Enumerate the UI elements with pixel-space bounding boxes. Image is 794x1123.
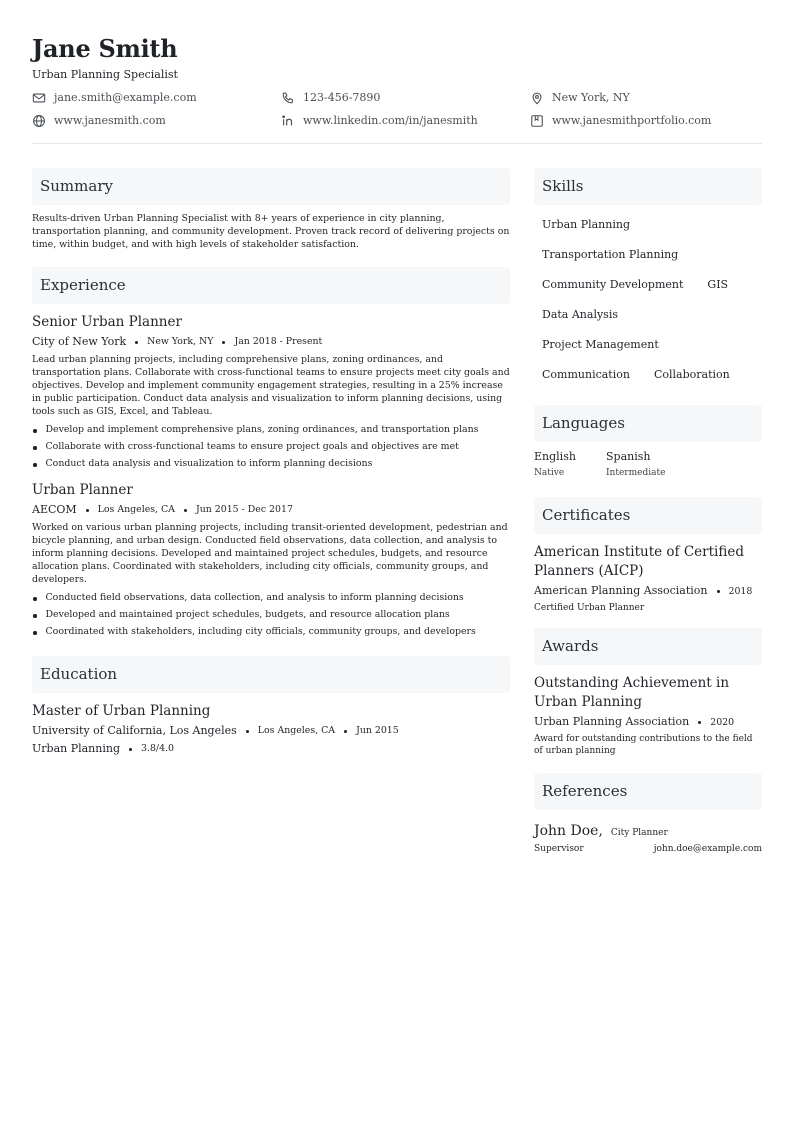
contact-phone-text: 123-456-7890 (303, 91, 381, 104)
job-title: Urban Planner (32, 482, 133, 498)
job-org: City of New York (32, 335, 127, 348)
award-entry (534, 674, 762, 757)
contact-portfolio[interactable] (530, 114, 762, 128)
skill-tag: Collaboration (646, 362, 738, 388)
language-level: Native (534, 468, 565, 478)
job-entry (32, 482, 510, 640)
reference-header (534, 822, 762, 840)
gpa: 3.8/4.0 (141, 743, 174, 754)
job-bullets (32, 421, 510, 472)
separator-dot (246, 730, 249, 733)
contact-linkedin[interactable] (281, 114, 530, 128)
field-of-study: Urban Planning (32, 742, 120, 755)
list-item (32, 421, 510, 438)
job-dates: Jan 2018 - Present (234, 336, 323, 347)
certificate-note: Certified Urban Planner (534, 603, 645, 613)
phone-icon (281, 91, 295, 105)
certificate-meta (534, 584, 762, 598)
skills-list (534, 212, 762, 392)
list-item (32, 589, 510, 606)
education-heading: Education (32, 656, 510, 693)
contact-linkedin-text: www.linkedin.com/in/janesmith (303, 114, 478, 127)
list-item (32, 623, 510, 640)
person-name: Jane Smith (32, 34, 178, 63)
separator-dot (698, 721, 701, 724)
certificate-entry (534, 543, 762, 614)
awards-heading: Awards (534, 628, 762, 665)
contact-portfolio-text: www.janesmithportfolio.com (552, 114, 712, 127)
job-dates: Jun 2015 - Dec 2017 (195, 504, 293, 515)
bullet-icon (33, 446, 37, 450)
list-item-text: Conduct data analysis and visualization to inform planning decisions (45, 458, 373, 469)
job-location: New York, NY (147, 336, 214, 347)
school-location: Los Angeles, CA (257, 725, 336, 736)
reference-email[interactable]: john.doe@example.com (653, 844, 762, 854)
summary-heading: Summary (32, 168, 510, 205)
reference-relation: Supervisor (534, 844, 584, 854)
contact-website-text: www.janesmith.com (54, 114, 166, 127)
experience-heading: Experience (32, 267, 510, 304)
summary-text: Results-driven Urban Planning Specialist with 8+ years of experience in city planning, transportation planning, and community development. Proven track record of delivering projects on time, within budget, and with high levels of stakeholder satisfaction. (32, 213, 510, 250)
separator-dot (86, 509, 89, 512)
list-item (32, 438, 510, 455)
skill-tag: Project Management (534, 332, 667, 358)
contact-location-text: New York, NY (552, 91, 630, 104)
skill-tag: GIS (699, 272, 736, 298)
language-name: English (534, 450, 576, 463)
mail-icon (32, 91, 46, 105)
resume-page (32, 34, 762, 854)
separator-dot (184, 509, 187, 512)
references-heading: References (534, 773, 762, 810)
separator-dot (344, 730, 347, 733)
language-level: Intermediate (606, 468, 666, 478)
list-item-text: Collaborate with cross-functional teams to ensure project goals and objectives are met (45, 441, 459, 452)
main-column (32, 168, 510, 854)
job-description: Worked on various urban planning projects, including transit-oriented development, pedestrian and bicycle planning, and urban design. Conducted field observations, data collection, and analysis to inform planning decisions. Developed and maintained project schedules, budgets, and resource allocation plans. Coordinated with stakeholders, including city officials, community groups, and developers. (32, 522, 508, 585)
education-field-meta (32, 742, 510, 756)
bullet-icon (33, 429, 37, 433)
bullet-icon (33, 597, 37, 601)
contact-website[interactable] (32, 114, 281, 128)
contact-email-text: jane.smith@example.com (54, 91, 197, 104)
side-column (534, 168, 762, 854)
language-item (606, 450, 678, 479)
certificate-org: American Planning Association (534, 584, 708, 597)
header-divider (32, 143, 762, 144)
language-item (534, 450, 606, 479)
certificate-title: American Institute of Certified Planners (AICP) (534, 544, 744, 579)
job-org: AECOM (32, 503, 77, 516)
job-bullets (32, 589, 510, 640)
job-location: Los Angeles, CA (97, 504, 175, 515)
person-title: Urban Planning Specialist (32, 68, 178, 81)
linkedin-icon (281, 114, 295, 128)
bullet-icon (33, 631, 37, 635)
skill-tag: Data Analysis (534, 302, 626, 328)
separator-dot (717, 590, 720, 593)
languages-list (534, 450, 762, 479)
reference-role: City Planner (610, 828, 668, 838)
award-org: Urban Planning Association (534, 715, 690, 728)
language-name: Spanish (606, 450, 651, 463)
reference-entry (534, 822, 762, 854)
education-entry (32, 703, 510, 756)
job-title: Senior Urban Planner (32, 314, 182, 330)
degree-title: Master of Urban Planning (32, 703, 211, 719)
portfolio-icon (530, 114, 544, 128)
skill-tag: Urban Planning (534, 212, 638, 238)
reference-name: John Doe, (534, 823, 603, 839)
separator-dot (129, 748, 132, 751)
certificate-year: 2018 (728, 585, 753, 597)
award-note: Award for outstanding contributions to the field of urban planning (534, 734, 753, 756)
job-description: Lead urban planning projects, including comprehensive plans, zoning ordinances, and transportation plans. Collaborate with cross-functional teams to ensure projects meet city goals and objectives. Develop and implement community engagement strategies, resulting in a 25% increase in public participation. Conduct data analysis and visualization to inform planning decisions, using tools such as GIS, Excel, and Tableau. (32, 354, 510, 417)
list-item-text: Coordinated with stakeholders, including city officials, community groups, and developers (45, 626, 476, 637)
award-title: Outstanding Achievement in Urban Planning (534, 675, 730, 710)
school-name: University of California, Los Angeles (32, 724, 237, 737)
skill-tag: Communication (534, 362, 638, 388)
languages-heading: Languages (534, 405, 762, 442)
list-item (32, 455, 510, 472)
education-meta (32, 724, 510, 738)
skills-heading: Skills (534, 168, 762, 205)
globe-icon (32, 114, 46, 128)
list-item (32, 606, 510, 623)
location-pin-icon (530, 91, 544, 105)
reference-details (534, 844, 762, 854)
job-entry (32, 314, 510, 472)
contact-list (32, 91, 762, 128)
list-item-text: Developed and maintained project schedules, budgets, and resource allocation plans (45, 609, 450, 620)
award-year: 2020 (710, 716, 735, 728)
certificates-heading: Certificates (534, 497, 762, 534)
job-meta (32, 503, 510, 517)
separator-dot (222, 341, 225, 344)
job-meta (32, 335, 510, 349)
bullet-icon (33, 463, 37, 467)
skill-tag: Community Development (534, 272, 691, 298)
bullet-icon (33, 614, 37, 618)
list-item-text: Conducted field observations, data collection, and analysis to inform planning decisions (45, 592, 464, 603)
contact-location (530, 91, 762, 105)
award-meta (534, 715, 762, 729)
list-item-text: Develop and implement comprehensive plans, zoning ordinances, and transportation plans (45, 424, 479, 435)
contact-email[interactable] (32, 91, 281, 105)
graduation-date: Jun 2015 (356, 725, 399, 736)
contact-phone[interactable] (281, 91, 530, 105)
separator-dot (135, 341, 138, 344)
skill-tag: Transportation Planning (534, 242, 686, 268)
